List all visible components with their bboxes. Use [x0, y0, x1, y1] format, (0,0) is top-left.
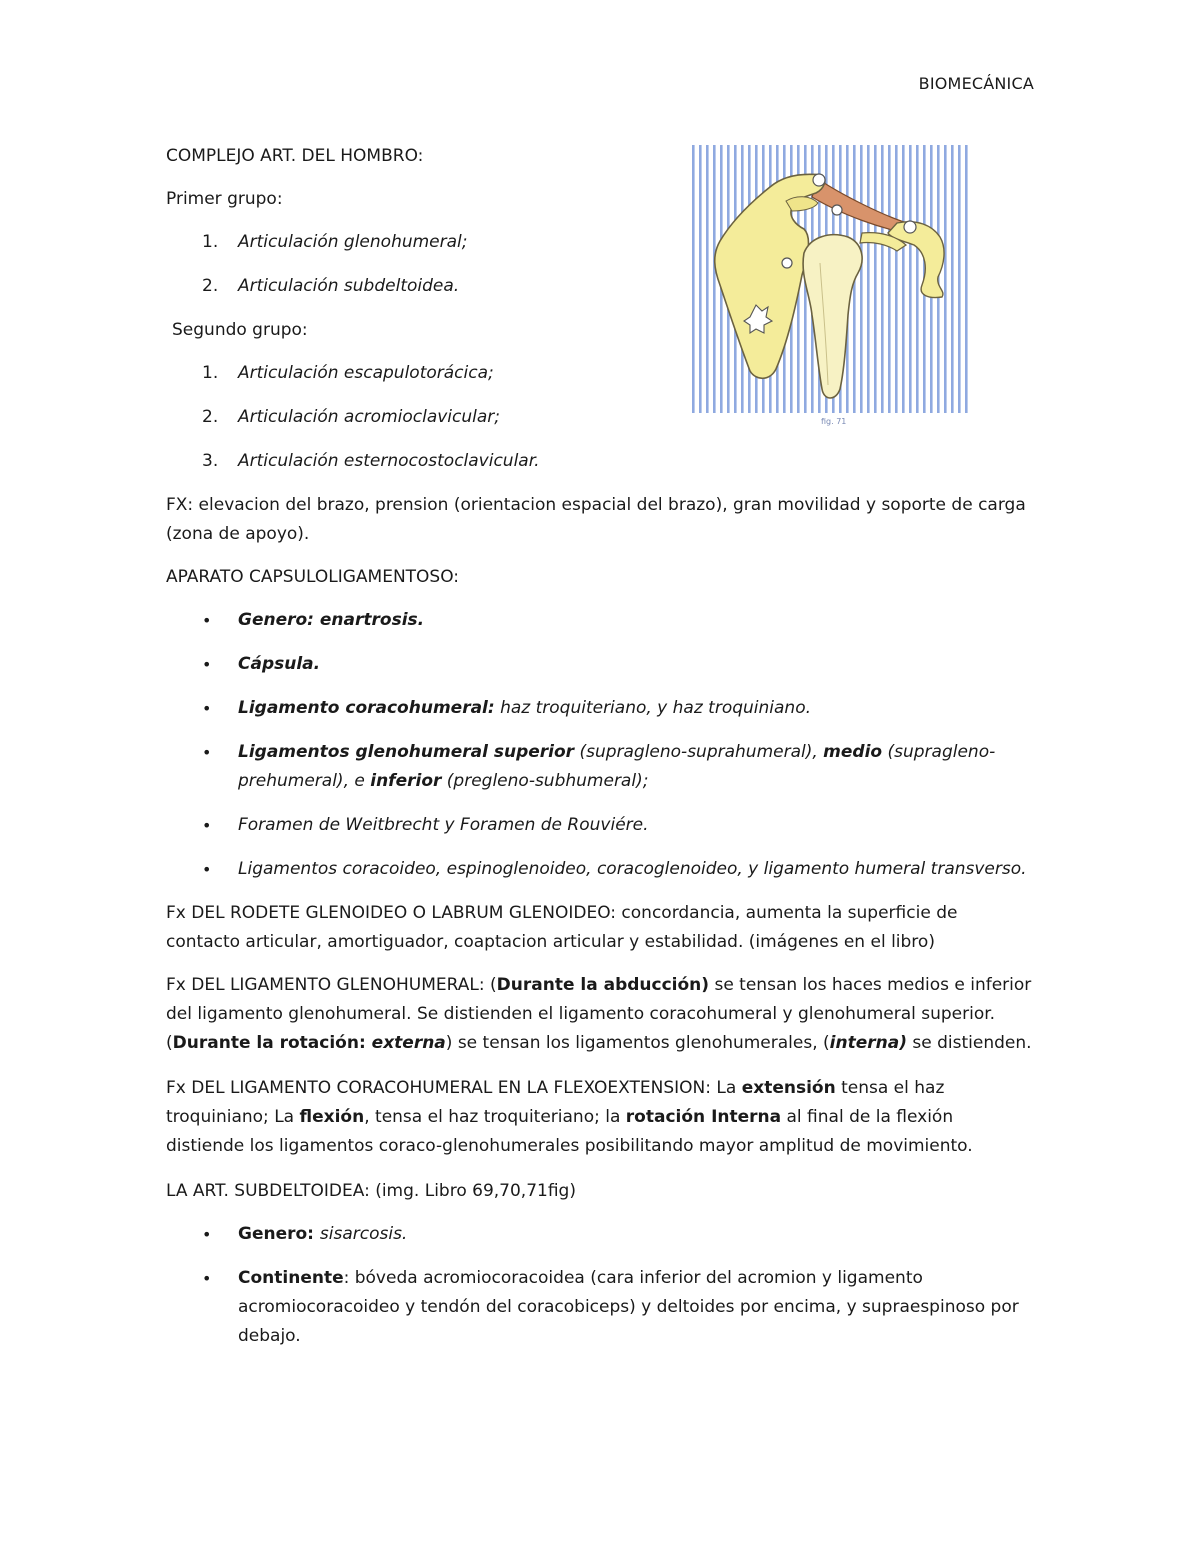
list-item: • Ligamentos glenohumeral superior (supragleno-suprahumeral), medio (supragleno-prehumeral), e inferior (pregleno-subhumeral);	[166, 738, 1036, 796]
group1-list	[166, 228, 1036, 301]
document-body	[166, 142, 1036, 1366]
list-item: • Cápsula.	[166, 650, 1036, 679]
section-heading-complejo: COMPLEJO ART. DEL HOMBRO:	[166, 146, 424, 166]
bullet-icon: •	[202, 699, 212, 718]
figure-caption: fig. 71	[821, 417, 847, 426]
bullet-icon: •	[202, 860, 212, 879]
bullet-icon: •	[202, 655, 212, 674]
bullet-icon: •	[202, 816, 212, 835]
bullet-icon: •	[202, 1225, 212, 1244]
list-item: 3. Articulación esternocostoclavicular.	[166, 447, 1036, 476]
list-item: • Ligamentos coracoideo, espinoglenoideo, coracoglenoideo, y ligamento humeral transverso.	[166, 855, 1036, 884]
bullet-icon: •	[202, 611, 212, 630]
coracohumeral-fx-paragraph: Fx DEL LIGAMENTO CORACOHUMERAL EN LA FLEXOEXTENSION: La extensión tensa el haz troquiniano; La flexión, tensa el haz troquiteriano; la rotación Interna al final de la flexión distiende los ligamentos coraco-glenohumerales posibilitando mayor amplitud de movimiento.	[166, 1078, 973, 1156]
list-item: 2. Articulación acromioclavicular;	[166, 403, 1036, 432]
page-header: BIOMECÁNICA	[918, 74, 1034, 93]
list-number: 2.	[202, 276, 219, 296]
subdeltoidea-list	[166, 1220, 1036, 1351]
bullet-icon: •	[202, 1269, 212, 1288]
list-number: 1.	[202, 232, 219, 252]
list-number: 1.	[202, 363, 219, 383]
section-heading-subdeltoidea: LA ART. SUBDELTOIDEA: (img. Libro 69,70,71fig)	[166, 1181, 576, 1201]
group2-label: Segundo grupo:	[172, 320, 308, 340]
list-number: 3.	[202, 451, 219, 471]
section-heading-aparato: APARATO CAPSULOLIGAMENTOSO:	[166, 567, 460, 587]
list-item: • Continente: bóveda acromiocoracoidea (cara inferior del acromion y ligamento acromiocoracoideo y tendón del coracobiceps) y deltoides por encima, y supraespinoso por debajo.	[166, 1264, 1036, 1351]
glenohumeral-fx-paragraph: Fx DEL LIGAMENTO GLENOHUMERAL: (Durante la abducción) se tensan los haces medios e inferior del ligamento glenohumeral. Se distienden el ligamento coracohumeral y glenohumeral superior. (Durante la rotación: externa) se tensan los ligamentos glenohumerales, (interna) se distienden.	[166, 975, 1032, 1053]
list-item: 1. Articulación escapulotorácica;	[166, 359, 1036, 388]
group2-list	[166, 359, 1036, 476]
list-number: 2.	[202, 407, 219, 427]
group1-label: Primer grupo:	[166, 189, 283, 209]
list-item: • Genero: sisarcosis.	[166, 1220, 1036, 1249]
list-item: • Foramen de Weitbrecht y Foramen de Rouviére.	[166, 811, 1036, 840]
list-item: 2. Articulación subdeltoidea.	[166, 272, 1036, 301]
list-item: • Ligamento coracohumeral: haz troquiteriano, y haz troquiniano.	[166, 694, 1036, 723]
rodete-paragraph: Fx DEL RODETE GLENOIDEO O LABRUM GLENOIDEO: concordancia, aumenta la superficie de contacto articular, amortiguador, coaptacion articular y estabilidad. (imágenes en el libro)	[166, 903, 958, 952]
fx-paragraph: FX: elevacion del brazo, prension (orientacion espacial del brazo), gran movilidad y soporte de carga (zona de apoyo).	[166, 495, 1026, 544]
list-item: 1. Articulación glenohumeral;	[166, 228, 1036, 257]
aparato-list	[166, 606, 1036, 884]
list-item: • Genero: enartrosis.	[166, 606, 1036, 635]
bullet-icon: •	[202, 743, 212, 762]
